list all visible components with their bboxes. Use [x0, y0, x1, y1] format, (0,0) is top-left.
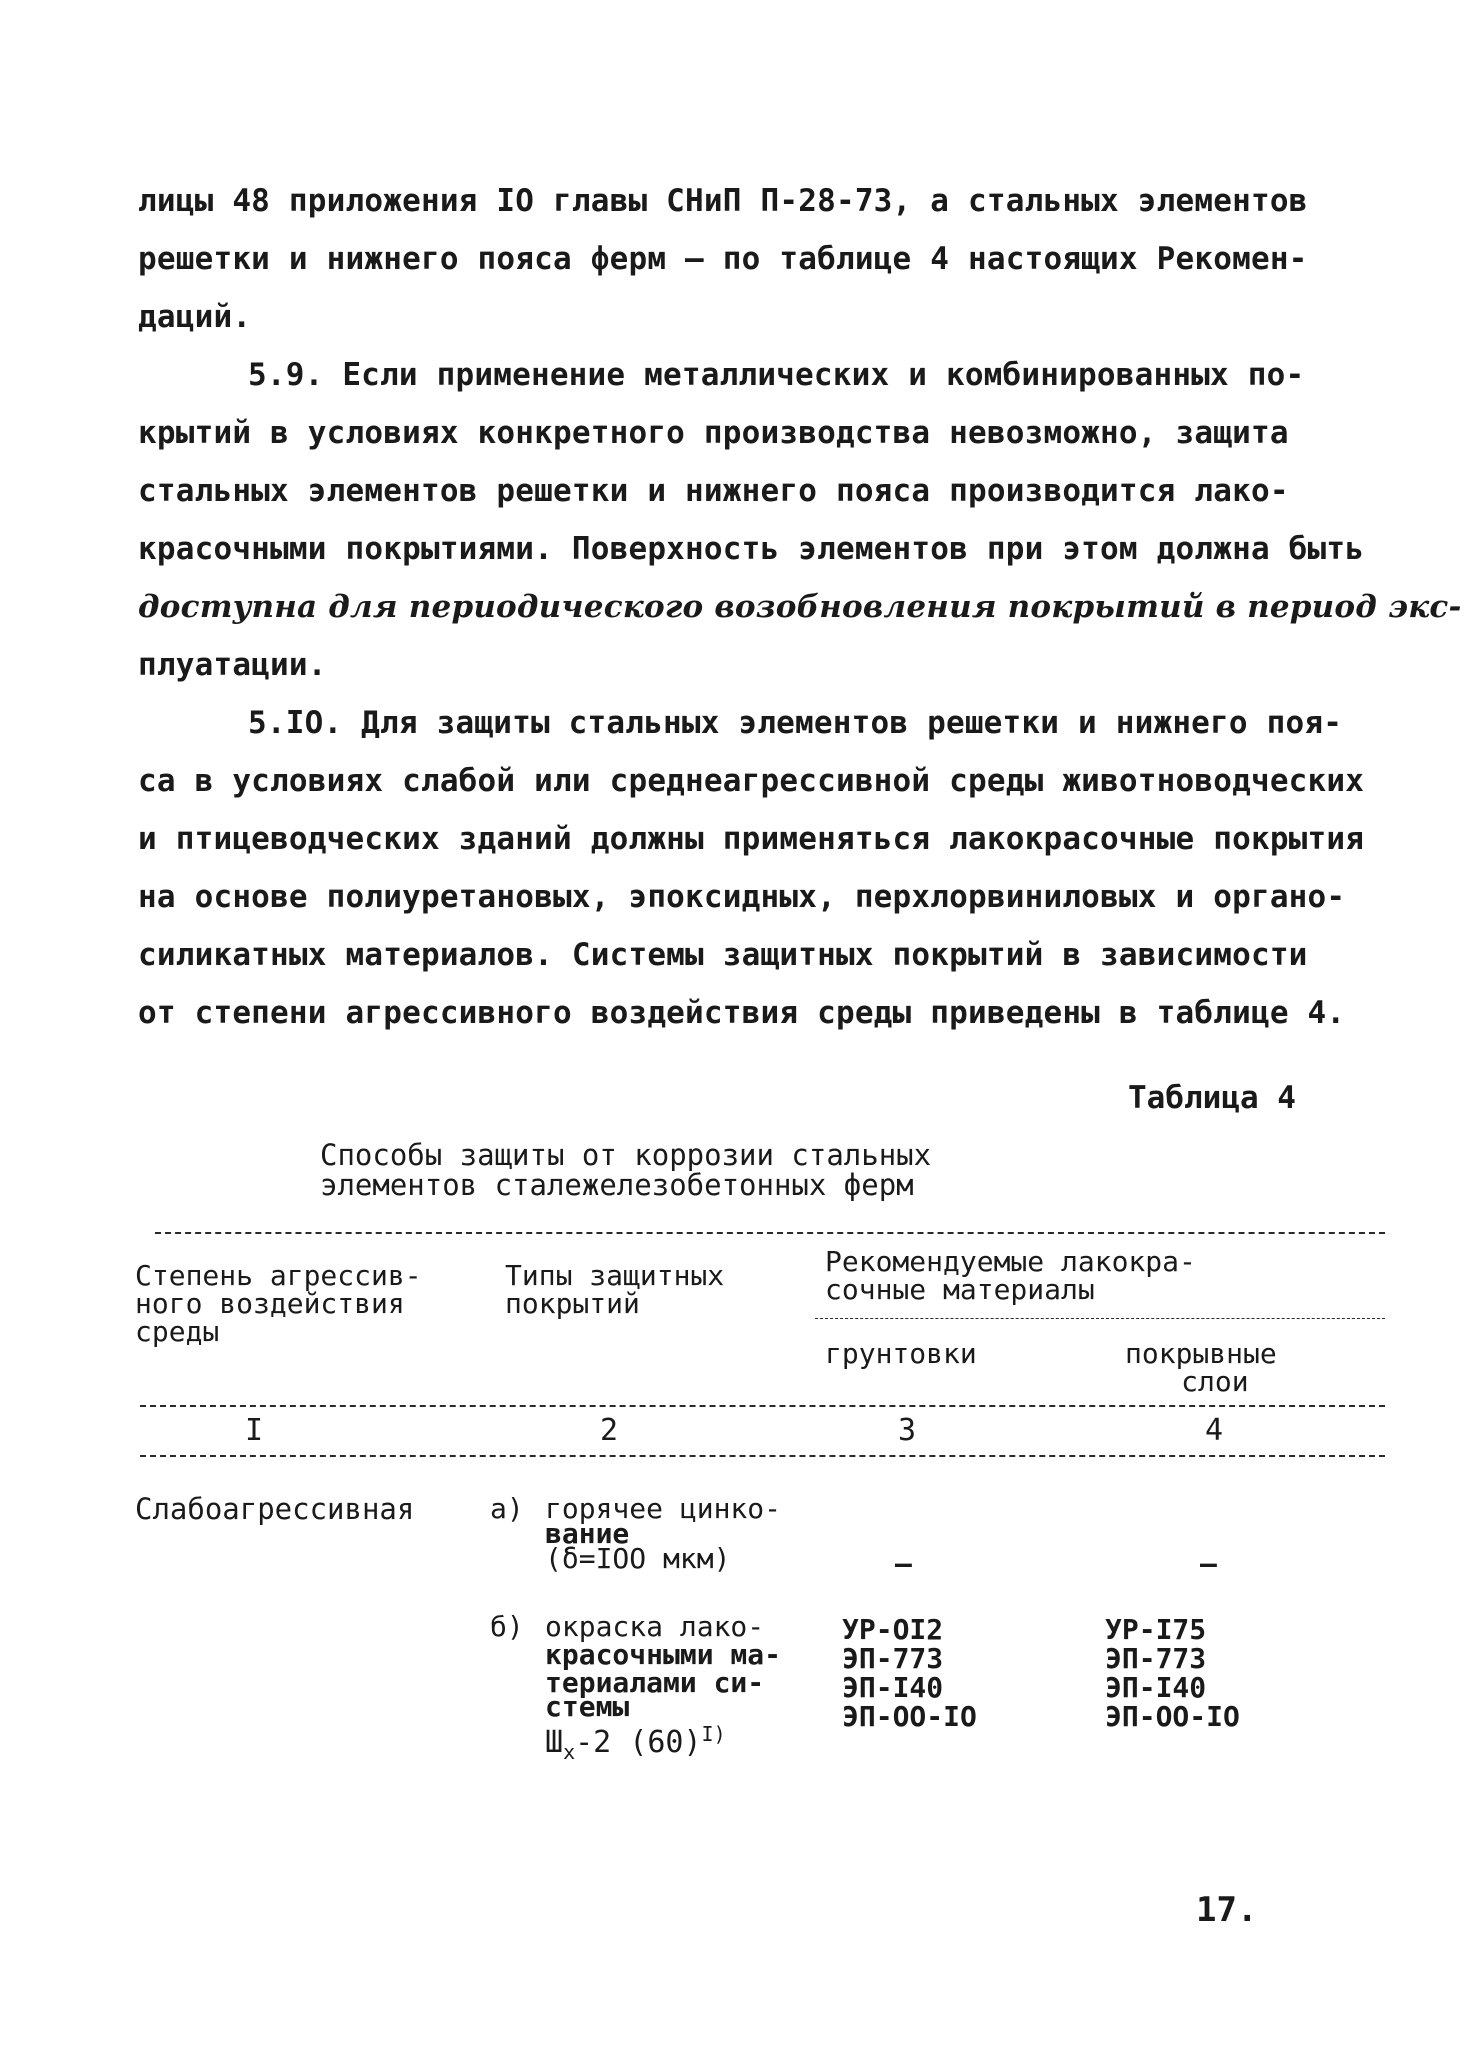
text-line: стальных элементов решетки и нижнего пояса производится лако-	[138, 473, 1289, 509]
footnote-ref: I)	[701, 1722, 726, 1746]
coating-a-primer: –	[895, 1547, 912, 1580]
coating-a-label: а)	[490, 1492, 524, 1525]
header-environment	[135, 1259, 422, 1348]
coating-a-text	[545, 1492, 782, 1575]
header-text: Типы защитных	[505, 1259, 725, 1292]
text-line: и птицеводческих зданий должны применяться лакокрасочные покрытия	[138, 821, 1365, 857]
text-line: са в условиях слабой или среднеагрессивной среды животноводческих	[138, 763, 1365, 799]
header-text: Степень агрессив-	[135, 1259, 422, 1292]
coating-b-primers	[842, 1615, 977, 1731]
system-code-rest: -2 (60)	[575, 1725, 702, 1760]
table-label: Таблица 4	[1128, 1080, 1296, 1116]
paragraph-5-9	[138, 346, 1462, 694]
text-line: крытий в условиях конкретного производства невозможно, защита	[138, 415, 1289, 451]
header-text: покрывные	[1125, 1337, 1277, 1370]
column-number: 3	[898, 1413, 917, 1448]
coating-text: (δ=IOO мкм)	[545, 1542, 731, 1575]
text-line: на основе полиуретановых, эпоксидных, перхлорвиниловых и органо-	[138, 879, 1346, 915]
header-top-coats	[1125, 1337, 1277, 1398]
text-line: 5.IO. Для защиты стальных элементов решетки и нижнего поя-	[248, 705, 1343, 741]
material-code: ЭП-773	[842, 1642, 944, 1675]
column-number: 2	[600, 1413, 619, 1448]
system-subscript: х	[563, 1740, 576, 1764]
coating-b-text	[545, 1610, 782, 1769]
coating-b-label: б)	[490, 1610, 524, 1643]
coating-text: окраска лако-	[545, 1610, 765, 1643]
header-text: сочные материалы	[825, 1273, 1095, 1306]
header-recommended-materials	[825, 1245, 1196, 1306]
text-line: решетки и нижнего пояса ферм – по таблице 4 настоящих Рекомен-	[138, 241, 1308, 277]
text-line: плуатации.	[138, 647, 327, 683]
material-code: УР-OI2	[842, 1613, 944, 1646]
header-sub-rule	[815, 1318, 1385, 1319]
header-text: ного воздействия	[135, 1287, 405, 1320]
text-line: лицы 48 приложения IO главы СНиП П-28-73, а стальных элементов	[138, 183, 1308, 219]
column-number: I	[245, 1413, 264, 1448]
text-line: красочными покрытиями. Поверхность элементов при этом должна быть	[138, 531, 1365, 567]
column-number-rule	[140, 1455, 1385, 1457]
system-code: Ш	[545, 1725, 564, 1760]
paragraph-1	[138, 172, 1348, 346]
header-coating-types	[505, 1259, 725, 1320]
coating-a-topcoat: –	[1200, 1547, 1217, 1580]
table-top-rule	[155, 1232, 1385, 1234]
header-primers: грунтовки	[825, 1337, 977, 1370]
coating-b-topcoats	[1105, 1615, 1240, 1731]
text-line: 5.9. Если применение металлических и комбинированных по-	[248, 357, 1305, 393]
environment-cell: Слабоагрессивная	[135, 1492, 415, 1526]
header-text: покрытий	[505, 1287, 640, 1320]
material-code: ЭП-773	[1105, 1642, 1207, 1675]
text-line: силикатных материалов. Системы защитных покрытий в зависимости	[138, 937, 1308, 973]
table-title	[320, 1140, 931, 1200]
coating-text: стемы	[545, 1690, 630, 1723]
column-number: 4	[1205, 1413, 1224, 1448]
coating-text: териалами си-	[545, 1666, 765, 1699]
text-line: даций.	[138, 299, 252, 335]
coating-text: горячее цинко-	[545, 1492, 782, 1525]
text-line: от степени агрессивного воздействия среды приведены в таблице 4.	[138, 995, 1346, 1031]
material-code: ЭП-OO-IO	[1105, 1700, 1240, 1733]
header-text: слои	[1181, 1365, 1249, 1398]
paragraph-5-10	[138, 694, 1365, 1042]
text-line: доступна для периодического возобновления покрытий в период экс-	[138, 589, 1462, 625]
coating-text: вание	[545, 1517, 630, 1550]
material-code: ЭП-I40	[842, 1671, 944, 1704]
header-text: Рекомендуемые лакокра-	[825, 1245, 1196, 1278]
material-code: ЭП-I40	[1105, 1671, 1207, 1704]
header-text: среды	[135, 1315, 220, 1348]
table-title-line: элементов сталежелезобетонных ферм	[320, 1168, 914, 1202]
coating-text: красочными ма-	[545, 1638, 782, 1671]
material-code: ЭП-OO-IO	[842, 1700, 977, 1733]
page-number: 17.	[1196, 1890, 1258, 1930]
table-title-line: Способы защиты от коррозии стальных	[320, 1138, 932, 1172]
material-code: УР-I75	[1105, 1613, 1207, 1646]
body-text	[138, 172, 1462, 1042]
coating-system	[545, 1717, 781, 1769]
header-bottom-rule	[140, 1405, 1385, 1407]
